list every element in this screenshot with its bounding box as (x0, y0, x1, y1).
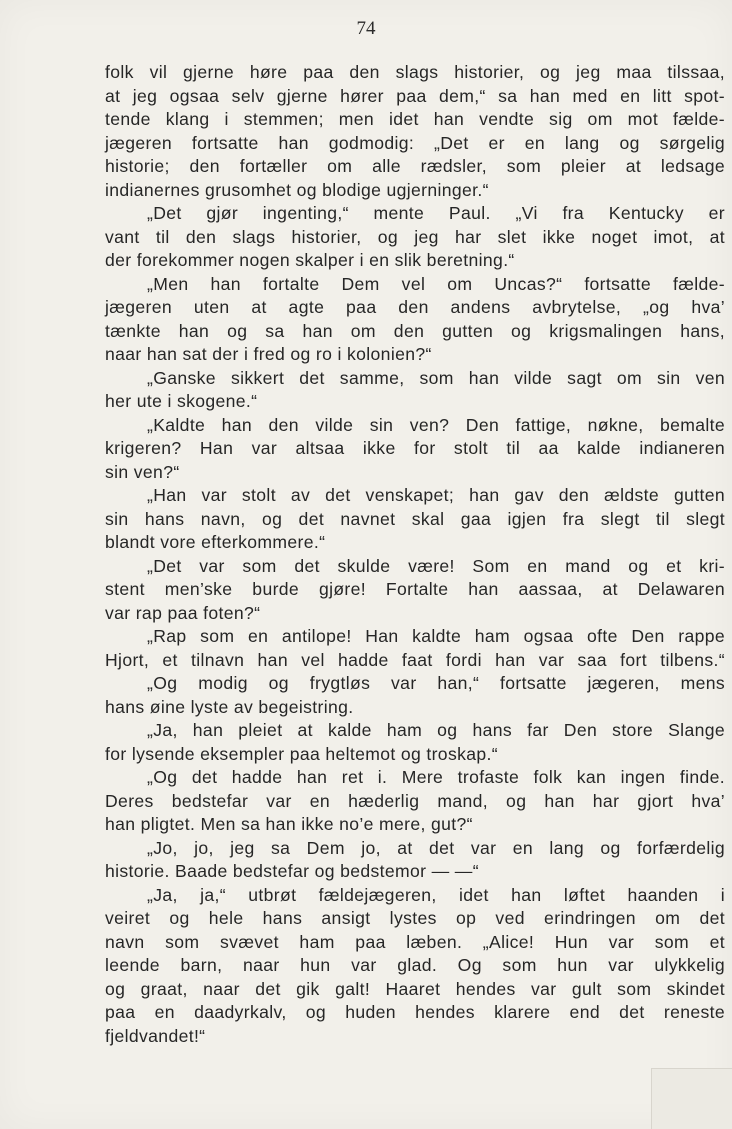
text-line: „Jo, jo, jeg sa Dem jo, at det var en lang og forfærdelig (147, 837, 725, 858)
text-line: paa en daadyrkalv, og huden hendes klarere end det reneste (105, 1002, 725, 1022)
text-line: jægeren uten at agte paa den andens avbrytelse, „og hva’ (105, 297, 725, 317)
text-line: her ute i skogene.“ (105, 391, 258, 411)
text-line: han pligtet. Men sa han ikke no’e mere, gut?“ (105, 814, 473, 834)
text-line: indianernes grusomhet og blodige ugjerninger.“ (105, 179, 489, 200)
text-line: stent men’ske burde gjøre! Fortalte han aassaa, at Delawaren (105, 579, 725, 599)
text-line: fjeldvandet!“ (105, 1025, 206, 1046)
text-line: „Men han fortalte Dem vel om Uncas?“ fortsatte fælde- (147, 273, 725, 294)
text-line: og graat, naar det gik galt! Haaret hendes var gult som skindet (105, 978, 725, 999)
page-number: 74 (356, 18, 376, 39)
text-line: jægeren fortsatte han godmodig: „Det er en lang og sørgelig (105, 132, 725, 153)
text-line: „Ja, ja,“ utbrøt fældejægeren, idet han løftet haanden i (147, 884, 725, 905)
text-line: „Det var som det skulde være! Som en mand og et kri- (147, 555, 725, 576)
text-line: „Det gjør ingenting,“ mente Paul. „Vi fra Kentucky er (147, 203, 725, 223)
text-line: vant til den slags historier, og jeg har slet ikke noget imot, at (105, 226, 725, 247)
page-corner-edge (651, 1068, 732, 1129)
body-text (105, 61, 725, 1048)
text-line: tende klang i stemmen; men idet han vendte sig om mot fælde- (105, 109, 725, 129)
text-line: var rap paa foten?“ (105, 602, 261, 623)
text-line: naar han sat der i fred og ro i kolonien?“ (105, 344, 432, 364)
text-line: navn som svævet ham paa læben. „Alice! Hun var som et (105, 931, 725, 952)
text-line: veiret og hele hans ansigt lystes op ved erindringen om det (105, 908, 725, 928)
text-line: krigeren? Han var altsaa ikke for stolt til aa kalde indianeren (105, 438, 725, 458)
text-line: „Ganske sikkert det samme, som han vilde sagt om sin ven (147, 367, 725, 388)
text-line: folk vil gjerne høre paa den slags historier, og jeg maa tilssaa, (105, 62, 725, 82)
text-line: „Rap som en antilope! Han kaldte ham ogsaa ofte Den rappe (147, 626, 725, 646)
text-line: „Og det hadde han ret i. Mere trofaste folk kan ingen finde. (147, 767, 725, 787)
text-line: Hjort, et tilnavn han vel hadde faat fordi han var saa fort tilbens.“ (105, 649, 725, 670)
text-line: historie; den fortæller om alle rædsler, som pleier at ledsage (105, 156, 725, 176)
text-line: „Og modig og frygtløs var han,“ fortsatte jægeren, mens (147, 673, 725, 693)
text-line: „Kaldte han den vilde sin ven? Den fattige, nøkne, bemalte (147, 414, 725, 435)
text-line: Deres bedstefar var en hæderlig mand, og han har gjort hva’ (105, 790, 725, 811)
text-line: „Ja, han pleiet at kalde ham og hans far Den store Slange (147, 720, 725, 740)
text-line: sin ven?“ (105, 461, 180, 482)
text-line: sin hans navn, og det navnet skal gaa igjen fra slegt til slegt (105, 508, 725, 529)
text-line: tænkte han og sa han om den gutten og krigsmalingen hans, (105, 320, 725, 341)
text-line: hans øine lyste av begeistring. (105, 696, 354, 717)
text-line: blandt vore efterkommere.“ (105, 532, 326, 552)
text-line: historie. Baade bedstefar og bedstemor — —“ (105, 861, 479, 881)
text-line: for lysende eksempler paa heltemot og troskap.“ (105, 743, 498, 764)
text-line: leende barn, naar hun var glad. Og som hun var ulykkelig (105, 955, 725, 975)
text-line: „Han var stolt av det venskapet; han gav den ældste gutten (147, 485, 725, 505)
text-line: at jeg ogsaa selv gjerne hører paa dem,“ sa han med en litt spot- (105, 85, 725, 106)
text-line: der forekommer nogen skalper i en slik beretning.“ (105, 250, 515, 270)
